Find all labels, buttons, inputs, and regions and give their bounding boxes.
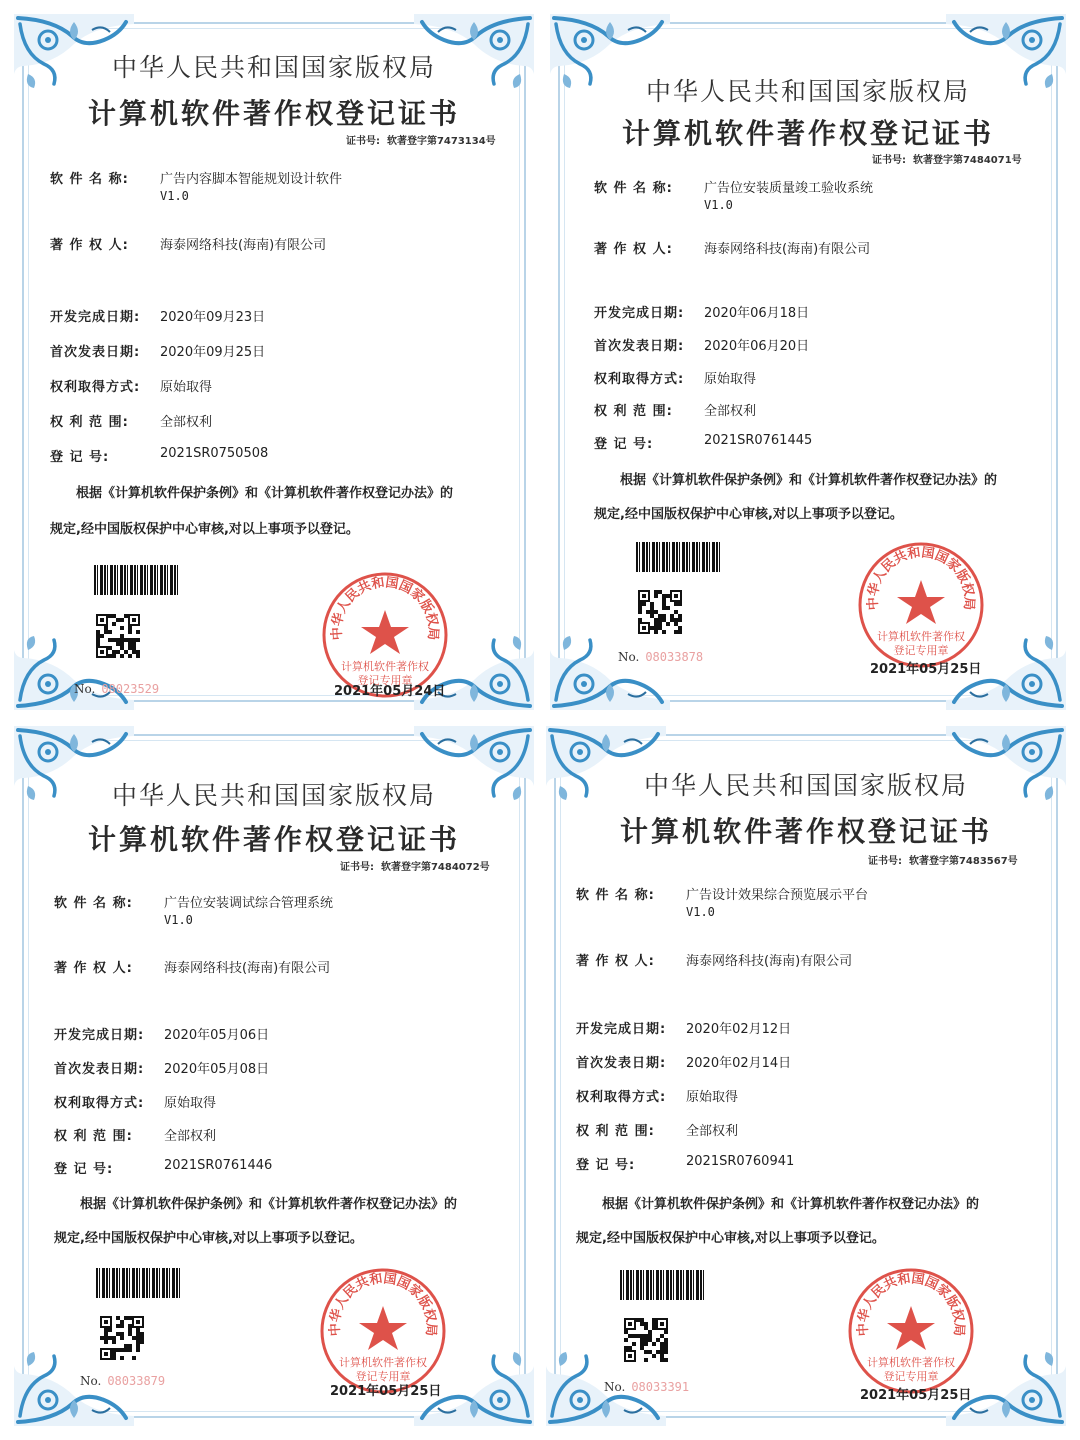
official-seal: [846, 1266, 976, 1396]
field-software-name: 软 件 名 称: 广告位安装调试综合管理系统 V1.0: [54, 896, 334, 927]
official-seal: [856, 540, 986, 670]
svg-text:中华人民共和国国家版权局: 中华人民共和国国家版权局: [329, 575, 441, 641]
certificate-number: 证书号: 软著登字第7473134号: [346, 136, 496, 147]
certificate-title: 计算机软件著作权登记证书: [619, 815, 992, 848]
certificate-number: 证书号: 软著登字第7483567号: [868, 856, 1018, 867]
issue-date: 2021年05月24日: [334, 684, 446, 699]
issue-date: 2021年05月25日: [870, 662, 982, 677]
field-scope: 权 利 范 围: 全部权利: [576, 1124, 739, 1139]
svg-text:登记专用章: 登记专用章: [355, 1370, 411, 1383]
authority-name: 中华人民共和国国家版权局: [643, 771, 968, 800]
field-scope: 权 利 范 围: 全部权利: [594, 404, 757, 419]
qr-code-icon: [100, 1316, 144, 1360]
field-pub-date: 首次发表日期: 2020年06月20日: [594, 339, 810, 354]
field-dev-date: 开发完成日期: 2020年06月18日: [594, 306, 810, 321]
issue-date: 2021年05月25日: [330, 1384, 442, 1399]
field-scope: 权 利 范 围: 全部权利: [54, 1129, 217, 1144]
field-pub-date: 首次发表日期: 2020年02月14日: [576, 1056, 792, 1071]
certificate-3: [14, 726, 534, 1426]
field-reg-number: 登 记 号: 2021SR0761445: [594, 433, 813, 452]
certificate-number: 证书号: 软著登字第7484071号: [872, 155, 1022, 166]
svg-text:计算机软件著作权: 计算机软件著作权: [339, 1356, 427, 1369]
svg-text:中华人民共和国国家版权局: 中华人民共和国国家版权局: [865, 545, 977, 611]
serial-number: No. 08023529: [74, 682, 160, 696]
field-acquisition: 权利取得方式: 原始取得: [576, 1090, 739, 1105]
official-seal: [318, 1266, 448, 1396]
field-software-name: 软 件 名 称: 广告位安装质量竣工验收系统 V1.0: [594, 181, 874, 212]
authority-name: 中华人民共和国国家版权局: [645, 77, 970, 106]
svg-text:计算机软件著作权: 计算机软件著作权: [341, 660, 429, 673]
svg-text:中华人民共和国国家版权局: 中华人民共和国国家版权局: [327, 1271, 439, 1337]
barcode-icon: [94, 565, 178, 595]
qr-code-icon: [638, 590, 682, 634]
certificate-1: [14, 14, 534, 710]
svg-text:登记专用章: 登记专用章: [883, 1370, 939, 1383]
field-dev-date: 开发完成日期: 2020年05月06日: [54, 1028, 270, 1043]
declaration: 根据《计算机软件保护条例》和《计算机软件著作权登记办法》的 规定,经中国版权保护中心审核,对以上事项予以登记。: [50, 486, 454, 537]
field-owner: 著 作 权 人: 海泰网络科技(海南)有限公司: [576, 954, 853, 969]
qr-code-icon: [624, 1318, 668, 1362]
field-dev-date: 开发完成日期: 2020年09月23日: [50, 310, 266, 325]
authority-name: 中华人民共和国国家版权局: [111, 53, 436, 82]
serial-number: No. 08033391: [604, 1380, 690, 1394]
certificate-number: 证书号: 软著登字第7484072号: [340, 862, 490, 873]
barcode-icon: [96, 1268, 180, 1298]
field-reg-number: 登 记 号: 2021SR0750508: [50, 446, 269, 465]
declaration: 根据《计算机软件保护条例》和《计算机软件著作权登记办法》的 规定,经中国版权保护中心审核,对以上事项予以登记。: [576, 1197, 980, 1246]
barcode-icon: [636, 542, 720, 572]
qr-code-icon: [96, 614, 140, 658]
svg-text:计算机软件著作权: 计算机软件著作权: [877, 630, 965, 643]
certificate-title: 计算机软件著作权登记证书: [621, 117, 994, 150]
issue-date: 2021年05月25日: [860, 1388, 972, 1403]
certificate-title: 计算机软件著作权登记证书: [87, 823, 460, 856]
certificate-2: [550, 14, 1066, 710]
svg-text:中华人民共和国国家版权局: 中华人民共和国国家版权局: [855, 1271, 967, 1337]
field-software-name: 软 件 名 称: 广告设计效果综合预览展示平台 V1.0: [576, 888, 869, 919]
field-reg-number: 登 记 号: 2021SR0761446: [54, 1158, 273, 1177]
authority-name: 中华人民共和国国家版权局: [111, 781, 436, 810]
barcode-icon: [620, 1270, 704, 1300]
declaration: 根据《计算机软件保护条例》和《计算机软件著作权登记办法》的 规定,经中国版权保护中心审核,对以上事项予以登记。: [594, 473, 998, 522]
field-owner: 著 作 权 人: 海泰网络科技(海南)有限公司: [54, 961, 331, 976]
svg-text:计算机软件著作权: 计算机软件著作权: [867, 1356, 955, 1369]
field-pub-date: 首次发表日期: 2020年09月25日: [50, 345, 266, 360]
declaration: 根据《计算机软件保护条例》和《计算机软件著作权登记办法》的 规定,经中国版权保护中心审核,对以上事项予以登记。: [54, 1197, 458, 1246]
field-pub-date: 首次发表日期: 2020年05月08日: [54, 1062, 270, 1077]
field-owner: 著 作 权 人: 海泰网络科技(海南)有限公司: [594, 242, 871, 257]
svg-text:登记专用章: 登记专用章: [893, 644, 949, 657]
field-acquisition: 权利取得方式: 原始取得: [594, 372, 757, 387]
field-acquisition: 权利取得方式: 原始取得: [50, 380, 213, 395]
field-software-name: 软 件 名 称: 广告内容脚本智能规划设计软件 V1.0: [50, 172, 343, 203]
field-owner: 著 作 权 人: 海泰网络科技(海南)有限公司: [50, 238, 327, 253]
svg-text:登记专用章: 登记专用章: [357, 674, 413, 687]
field-reg-number: 登 记 号: 2021SR0760941: [576, 1154, 795, 1173]
field-dev-date: 开发完成日期: 2020年02月12日: [576, 1022, 792, 1037]
field-scope: 权 利 范 围: 全部权利: [50, 415, 213, 430]
certificate-4: [546, 726, 1066, 1426]
certificate-title: 计算机软件著作权登记证书: [87, 97, 460, 130]
serial-number: No. 08033879: [80, 1374, 166, 1388]
field-acquisition: 权利取得方式: 原始取得: [54, 1096, 217, 1111]
serial-number: No. 08033878: [618, 650, 704, 664]
